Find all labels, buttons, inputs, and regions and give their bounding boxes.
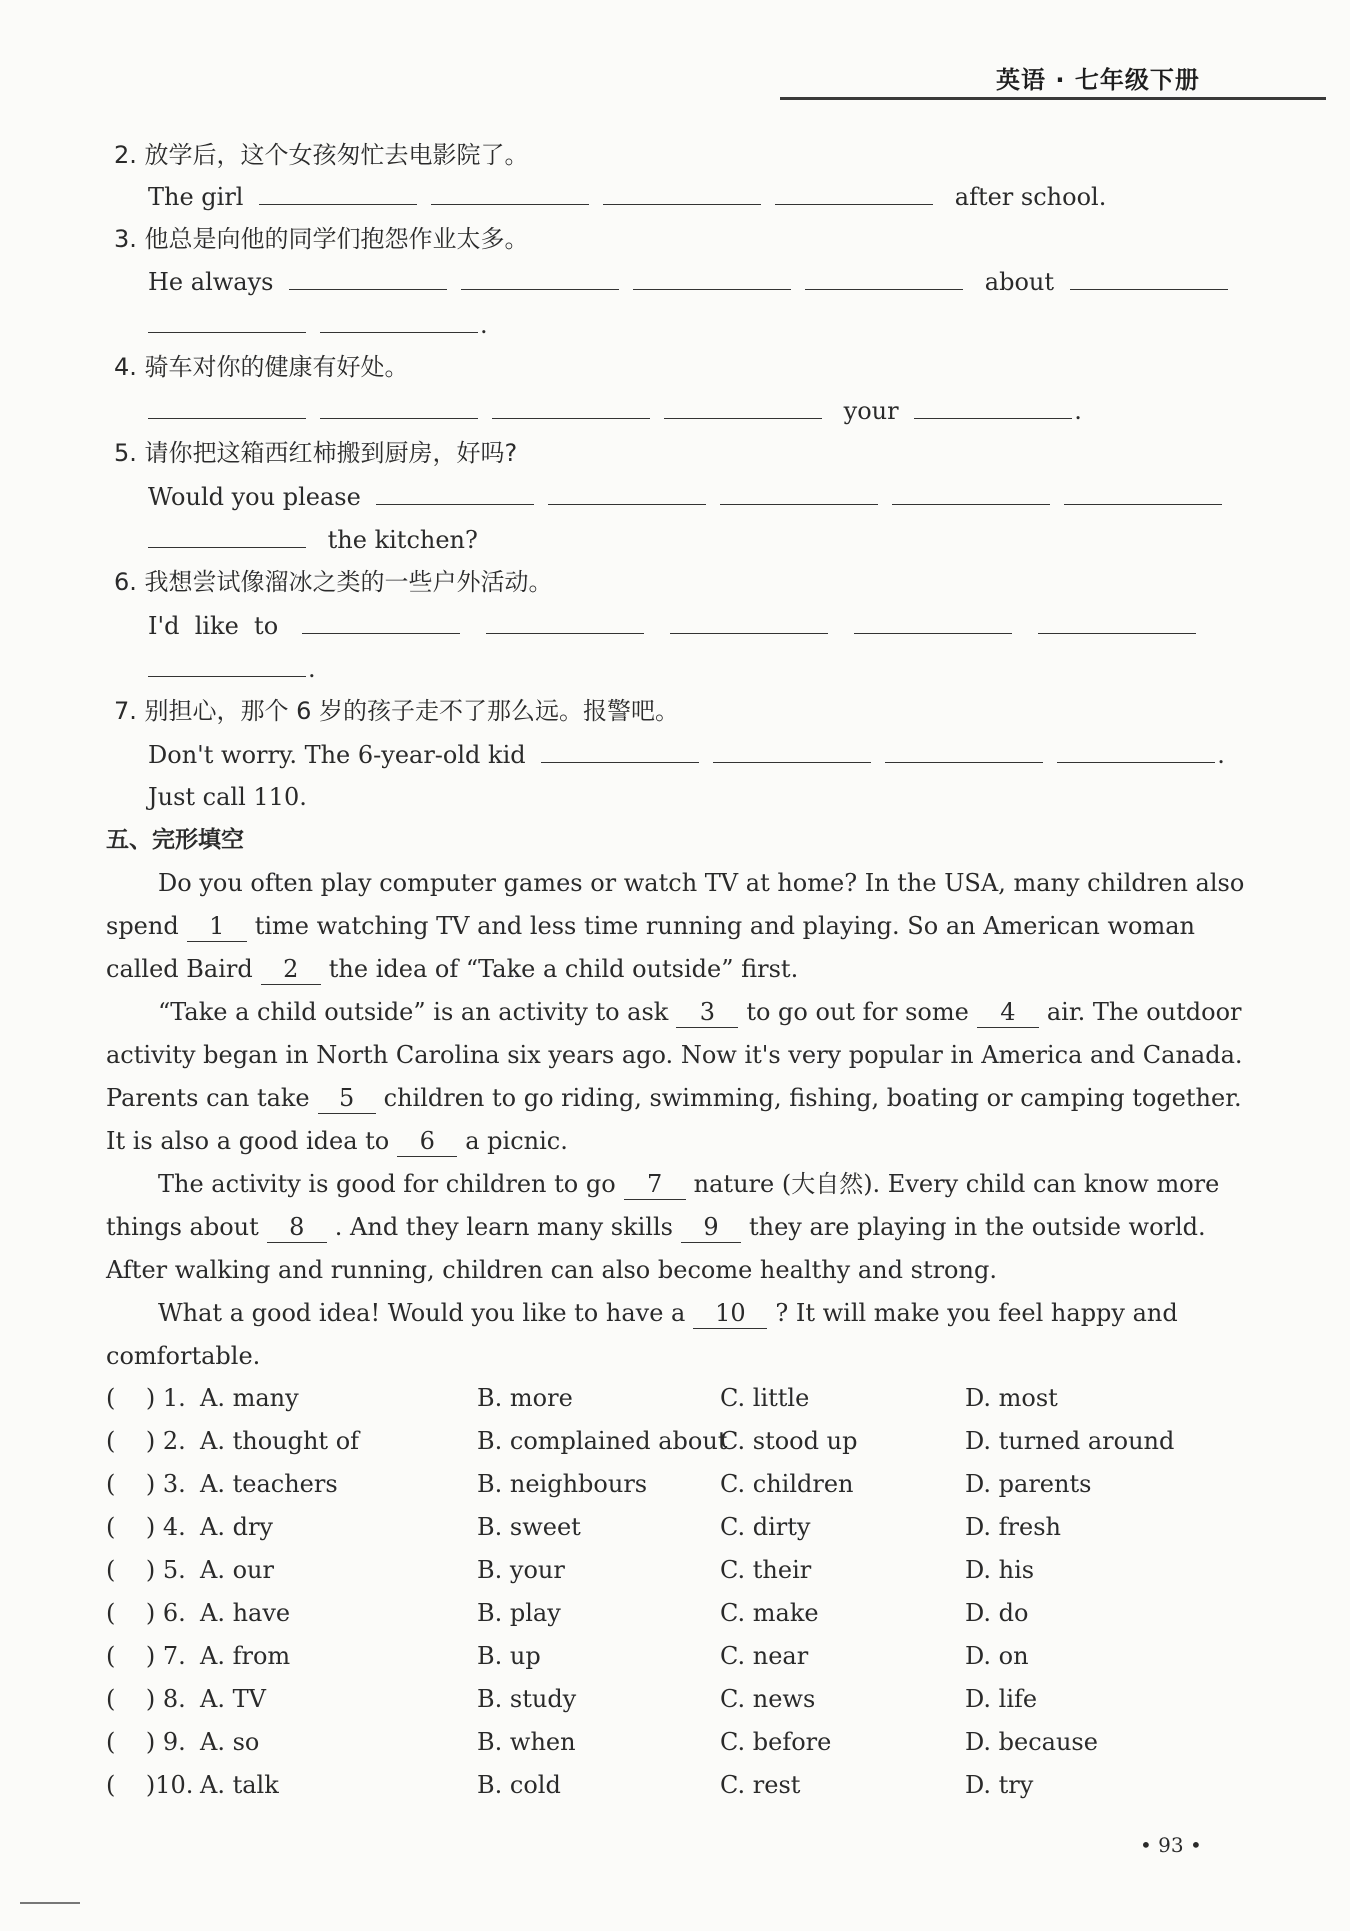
option-row (0, 1681, 1350, 1717)
option-b: B. up (477, 1642, 541, 1670)
option-a: A. TV (200, 1685, 266, 1713)
option-c: C. their (720, 1556, 812, 1584)
q4-end-text: . (1074, 397, 1082, 425)
answer-blank[interactable] (713, 736, 871, 763)
option-row (0, 1724, 1350, 1760)
answer-blank[interactable] (541, 736, 699, 763)
answer-blank[interactable] (320, 392, 478, 419)
q2-chinese: 2. 放学后，这个女孩匆忙去电影院了。 (114, 141, 529, 169)
option-c: C. little (720, 1384, 810, 1412)
passage-line: After walking and running, children can also become healthy and strong. (106, 1256, 997, 1284)
option-c: C. children (720, 1470, 854, 1498)
answer-blank[interactable] (431, 178, 589, 205)
option-row (0, 1423, 1350, 1459)
answer-bracket[interactable]: ( ) 6. (106, 1599, 186, 1627)
q6-start-text: I'd like to (148, 612, 279, 640)
q6-english-line1 (148, 607, 1196, 643)
option-b: B. when (477, 1728, 576, 1756)
option-d: D. his (965, 1556, 1035, 1584)
answer-blank[interactable] (914, 392, 1072, 419)
q7-start-text: Don't worry. The 6-year-old kid (148, 741, 526, 769)
option-d: D. on (965, 1642, 1029, 1670)
answer-bracket[interactable]: ( ) 9. (106, 1728, 186, 1756)
q3-mid-text: about (984, 268, 1054, 296)
cloze-blank-2[interactable]: 2 (261, 954, 321, 985)
answer-blank[interactable] (1038, 607, 1196, 634)
answer-bracket[interactable]: ( ) 4. (106, 1513, 186, 1541)
answer-blank[interactable] (775, 178, 933, 205)
passage-line: “Take a child outside” is an activity to ask 3 to go out for some 4 air. The outdoor (158, 998, 1242, 1026)
q2-start-text: The girl (148, 183, 244, 211)
answer-blank[interactable] (885, 736, 1043, 763)
cloze-blank-8[interactable]: 8 (267, 1212, 327, 1243)
answer-bracket[interactable]: ( )10. (106, 1771, 194, 1799)
answer-bracket[interactable]: ( ) 7. (106, 1642, 186, 1670)
answer-blank[interactable] (633, 263, 791, 290)
option-a: A. dry (200, 1513, 273, 1541)
option-d: D. because (965, 1728, 1098, 1756)
answer-blank[interactable] (259, 178, 417, 205)
q4-mid-text: your (843, 397, 899, 425)
answer-blank[interactable] (289, 263, 447, 290)
option-d: D. try (965, 1771, 1034, 1799)
cloze-blank-10[interactable]: 10 (693, 1298, 767, 1329)
passage-line: spend 1 time watching TV and less time running and playing. So an American woman (106, 912, 1196, 940)
q4-english (148, 392, 1082, 428)
q7-chinese: 7. 别担心，那个 6 岁的孩子走不了那么远。报警吧。 (114, 697, 680, 725)
q3-english-line2 (148, 306, 488, 342)
option-b: B. sweet (477, 1513, 581, 1541)
passage-line: What a good idea! Would you like to have a 10 ? It will make you feel happy and (158, 1299, 1178, 1327)
option-a: A. have (200, 1599, 291, 1627)
answer-blank[interactable] (892, 478, 1050, 505)
header-title: 英语 · 七年级下册 (996, 66, 1200, 94)
section-title: 五、完形填空 (106, 827, 244, 853)
q7-english-line1 (148, 736, 1225, 772)
answer-blank[interactable] (720, 478, 878, 505)
answer-blank[interactable] (148, 306, 306, 333)
q6-chinese: 6. 我想尝试像溜冰之类的一些户外活动。 (114, 568, 553, 596)
option-a: A. our (200, 1556, 274, 1584)
option-a: A. so (200, 1728, 260, 1756)
option-c: C. before (720, 1728, 832, 1756)
passage-line: Parents can take 5 children to go riding, swimming, fishing, boating or camping together. (106, 1084, 1242, 1112)
cloze-blank-6[interactable]: 6 (397, 1126, 457, 1157)
header-rule (780, 97, 1326, 100)
option-a: A. teachers (200, 1470, 338, 1498)
answer-bracket[interactable]: ( ) 2. (106, 1427, 186, 1455)
option-b: B. cold (477, 1771, 561, 1799)
option-c: C. stood up (720, 1427, 858, 1455)
q7-english-line2: Just call 110. (148, 783, 307, 811)
answer-bracket[interactable]: ( ) 1. (106, 1384, 186, 1412)
answer-blank[interactable] (1064, 478, 1222, 505)
q3-english-line1 (148, 263, 1242, 299)
answer-blank[interactable] (1070, 263, 1228, 290)
option-row (0, 1595, 1350, 1631)
option-d: D. most (965, 1384, 1058, 1412)
option-c: C. rest (720, 1771, 801, 1799)
q5-chinese: 5. 请你把这箱西红柿搬到厨房，好吗? (114, 439, 518, 467)
option-b: B. study (477, 1685, 577, 1713)
answer-blank[interactable] (148, 392, 306, 419)
answer-bracket[interactable]: ( ) 8. (106, 1685, 186, 1713)
q5-start-text: Would you please (148, 483, 361, 511)
cloze-blank-5[interactable]: 5 (318, 1083, 376, 1114)
q7-end-text: . (1217, 741, 1225, 769)
option-row (0, 1552, 1350, 1588)
cloze-blank-4[interactable]: 4 (977, 997, 1039, 1028)
passage-line: called Baird 2 the idea of “Take a child outside” first. (106, 955, 799, 983)
q6-english-line2 (148, 650, 316, 686)
bottom-rule (20, 1902, 80, 1904)
cloze-blank-7[interactable]: 7 (624, 1169, 686, 1200)
q3-start-text: He always (148, 268, 274, 296)
option-a: A. from (200, 1642, 291, 1670)
answer-blank[interactable] (492, 392, 650, 419)
passage-line: The activity is good for children to go 7 nature (大自然). Every child can know more (158, 1170, 1220, 1198)
q5-english-line2 (148, 521, 478, 557)
option-row (0, 1638, 1350, 1674)
option-d: D. fresh (965, 1513, 1061, 1541)
option-a: A. many (200, 1384, 299, 1412)
q2-end-text: after school. (954, 183, 1107, 211)
option-b: B. neighbours (477, 1470, 648, 1498)
answer-blank[interactable] (302, 607, 460, 634)
option-d: D. life (965, 1685, 1038, 1713)
q2-english (148, 178, 1106, 214)
option-c: C. dirty (720, 1513, 811, 1541)
answer-blank[interactable] (376, 478, 534, 505)
cloze-blank-9[interactable]: 9 (681, 1212, 741, 1243)
option-b: B. more (477, 1384, 573, 1412)
answer-bracket[interactable]: ( ) 5. (106, 1556, 186, 1584)
answer-blank[interactable] (486, 607, 644, 634)
q6-end-text: . (308, 655, 316, 683)
option-d: D. do (965, 1599, 1029, 1627)
answer-blank[interactable] (805, 263, 963, 290)
answer-blank[interactable] (148, 521, 306, 548)
option-row (0, 1466, 1350, 1502)
q3-end-text: . (480, 311, 488, 339)
cloze-blank-1[interactable]: 1 (187, 911, 247, 942)
q5-english-line1 (148, 478, 1222, 514)
q5-end-text: the kitchen? (327, 526, 478, 554)
q3-chinese: 3. 他总是向他的同学们抱怨作业太多。 (114, 225, 529, 253)
answer-blank[interactable] (1057, 736, 1215, 763)
option-c: C. news (720, 1685, 816, 1713)
option-c: C. near (720, 1642, 809, 1670)
option-b: B. play (477, 1599, 561, 1627)
passage-line: comfortable. (106, 1342, 261, 1370)
option-a: A. talk (200, 1771, 279, 1799)
option-c: C. make (720, 1599, 819, 1627)
passage-line: It is also a good idea to 6 a picnic. (106, 1127, 568, 1155)
answer-blank[interactable] (603, 178, 761, 205)
option-a: A. thought of (200, 1427, 360, 1455)
q4-chinese: 4. 骑车对你的健康有好处。 (114, 353, 409, 381)
passage-line: Do you often play computer games or watch TV at home? In the USA, many children also (158, 869, 1245, 897)
option-d: D. turned around (965, 1427, 1175, 1455)
answer-blank[interactable] (461, 263, 619, 290)
answer-blank[interactable] (670, 607, 828, 634)
cloze-blank-3[interactable]: 3 (676, 997, 738, 1028)
option-row (0, 1380, 1350, 1416)
option-b: B. complained about (477, 1427, 728, 1455)
answer-blank[interactable] (320, 306, 478, 333)
answer-blank[interactable] (664, 392, 822, 419)
answer-blank[interactable] (148, 650, 306, 677)
option-b: B. your (477, 1556, 565, 1584)
option-d: D. parents (965, 1470, 1092, 1498)
answer-bracket[interactable]: ( ) 3. (106, 1470, 186, 1498)
passage-line: things about 8 . And they learn many skills 9 they are playing in the outside world. (106, 1213, 1206, 1241)
page-number: • 93 • (1140, 1833, 1202, 1857)
answer-blank[interactable] (548, 478, 706, 505)
answer-blank[interactable] (854, 607, 1012, 634)
passage-line: activity began in North Carolina six years ago. Now it's very popular in America and Canada. (106, 1041, 1243, 1069)
option-row (0, 1767, 1350, 1803)
option-row (0, 1509, 1350, 1545)
